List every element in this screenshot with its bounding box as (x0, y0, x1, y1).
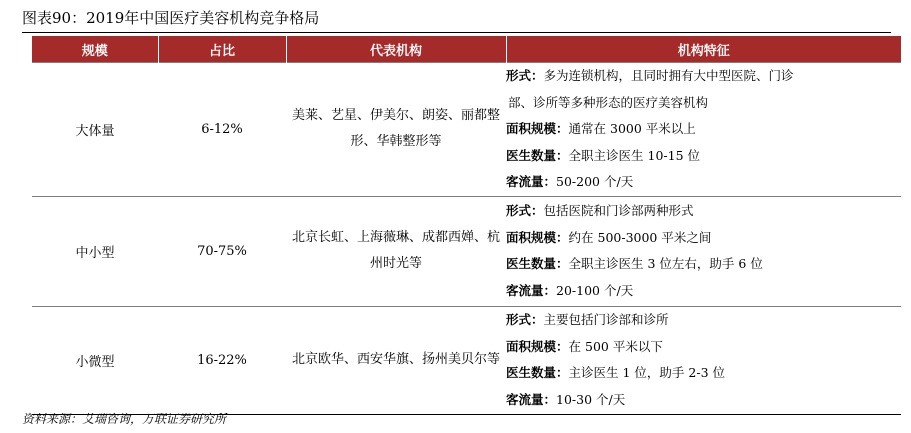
feature-label: 客流量： (506, 174, 557, 189)
cell-features (506, 63, 901, 197)
cell-scale: 大体量 (32, 63, 158, 197)
source-note: 资料来源：艾瑞咨询，万联证券研究所 (22, 412, 227, 426)
feature-text: 10-30 个/天 (556, 391, 626, 407)
feature-label: 面积规模： (506, 229, 569, 245)
feature-text: 部、诊所等多种形态的医疗美容机构 (508, 94, 709, 110)
feature-text: 包括医院和门诊部两种形式 (543, 203, 694, 218)
cell-representatives: 北京长虹、上海薇琳、成都西婵、杭州时光等 (286, 196, 506, 306)
table-row (32, 306, 901, 414)
feature-text: 多为连锁机构，且同时拥有大中型医院、门诊 (543, 68, 794, 83)
feature-line (506, 387, 901, 414)
feature-line (506, 116, 901, 143)
cell-representatives: 北京欧华、西安华旗、扬州美贝尔等 (286, 306, 506, 414)
feature-text: 约在 500-3000 平米之间 (568, 229, 712, 245)
feature-label: 面积规模： (506, 338, 569, 354)
feature-label: 形式： (506, 68, 544, 83)
feature-label: 形式： (506, 312, 544, 327)
cell-share: 16-22% (158, 306, 286, 414)
cell-features (506, 196, 901, 306)
feature-line (506, 143, 901, 170)
cell-scale: 小微型 (32, 306, 158, 414)
header-scale: 规模 (32, 36, 158, 63)
feature-text: 在 500 平米以下 (568, 338, 663, 354)
feature-line (506, 225, 901, 252)
feature-text: 全职主诊医生 3 位左右，助手 6 位 (568, 256, 763, 271)
table-row (32, 196, 901, 306)
header-representatives: 代表机构 (286, 36, 506, 63)
feature-text: 50-200 个/天 (556, 174, 634, 189)
competition-table (32, 36, 901, 415)
feature-label: 医生数量： (506, 365, 569, 380)
cell-features (506, 306, 901, 414)
feature-label: 客流量： (506, 282, 557, 298)
feature-line (506, 307, 901, 334)
cell-share: 70-75% (158, 196, 286, 306)
feature-line (506, 198, 901, 225)
table-header-row (32, 36, 901, 63)
feature-line (506, 360, 901, 387)
header-share: 占比 (158, 36, 286, 63)
feature-line (506, 278, 901, 305)
feature-text: 通常在 3000 平米以上 (568, 121, 696, 136)
feature-text: 主要包括门诊部和诊所 (543, 312, 669, 327)
cell-scale: 中小型 (32, 196, 158, 306)
feature-text: 20-100 个/天 (556, 282, 634, 298)
figure-title: 图表90：2019年中国医疗美容机构竞争格局 (22, 9, 320, 27)
feature-line (506, 251, 901, 278)
cell-share: 6-12% (158, 63, 286, 197)
feature-label: 形式： (506, 203, 544, 218)
title-divider (22, 32, 891, 33)
feature-line (506, 63, 901, 90)
cell-representatives: 美莱、艺星、伊美尔、朗姿、丽都整形、华韩整形等 (286, 63, 506, 197)
table-row (32, 63, 901, 197)
feature-label: 面积规模： (506, 121, 569, 136)
feature-line (506, 334, 901, 361)
header-features: 机构特征 (506, 36, 901, 63)
feature-label: 医生数量： (506, 147, 569, 163)
feature-line (506, 90, 901, 117)
feature-text: 主诊医生 1 位，助手 2-3 位 (568, 365, 725, 380)
feature-label: 客流量： (506, 391, 557, 407)
feature-label: 医生数量： (506, 256, 569, 271)
feature-line (506, 169, 901, 196)
feature-text: 全职主诊医生 10-15 位 (568, 147, 700, 163)
